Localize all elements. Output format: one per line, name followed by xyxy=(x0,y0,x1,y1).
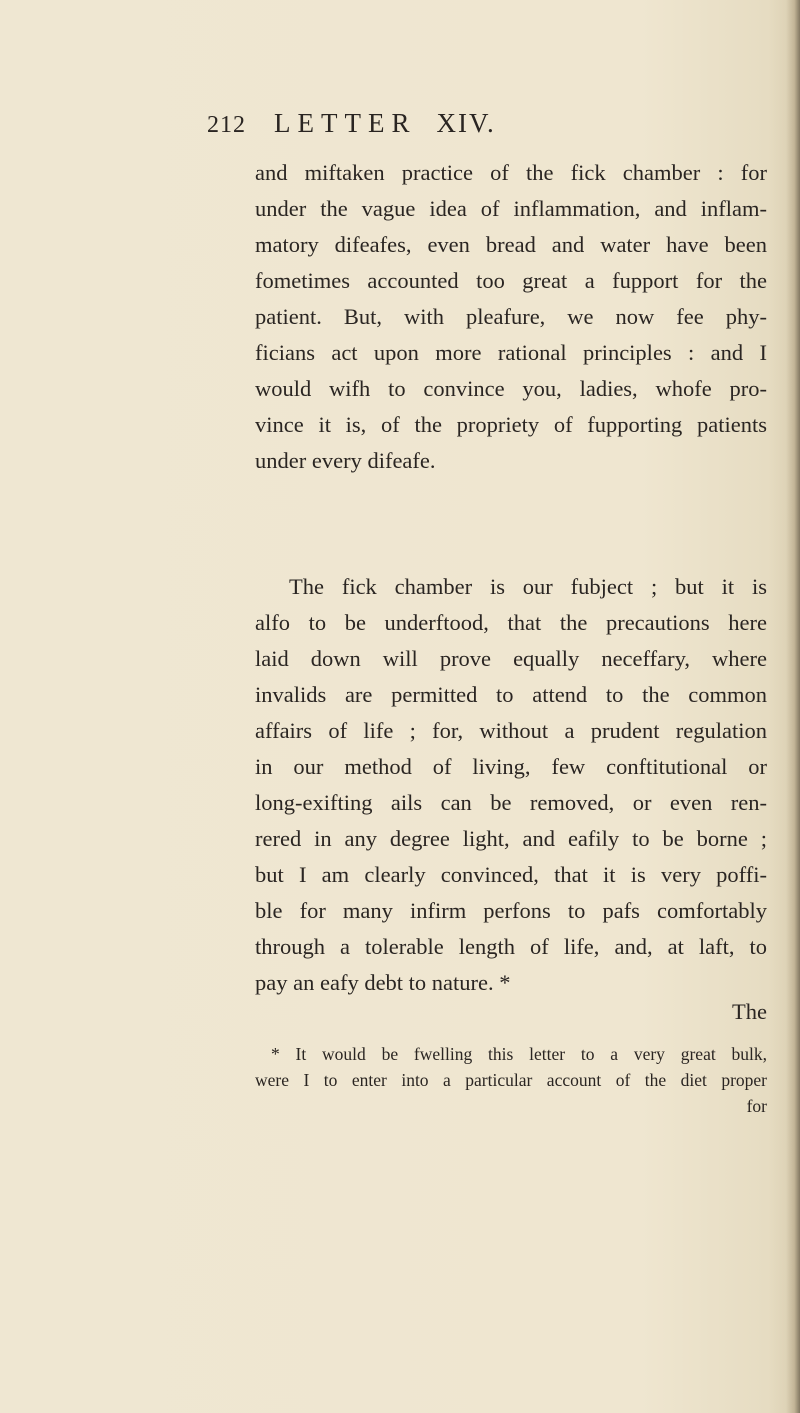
text-line: laid down will prove equally neceffary, where xyxy=(255,646,767,671)
page-number: 212 xyxy=(207,112,246,138)
text-line: matory difeafes, even bread and water have been xyxy=(255,232,767,257)
text-line: rered in any degree light, and eafily to be borne ; xyxy=(255,826,767,851)
text-line: The fick chamber is our fubject ; but it is xyxy=(289,574,767,599)
text-line: under the vague idea of inflammation, and inflam- xyxy=(255,196,767,221)
footnote-line: * It would be fwelling this letter to a very great bulk, xyxy=(271,1044,767,1064)
text-line: would wifh to convince you, ladies, whofe pro- xyxy=(255,376,767,401)
text-line: long-exifting ails can be removed, or even ren- xyxy=(255,790,767,815)
footnote-line: were I to enter into a particular account of the diet proper xyxy=(255,1070,767,1090)
text-line: and miftaken practice of the fick chamber : for xyxy=(255,160,767,185)
text-line: alfo to be underftood, that the precautions here xyxy=(255,610,767,635)
page-edge-shadow xyxy=(786,0,800,1413)
text-line: in our method of living, few conftitutional or xyxy=(255,754,767,779)
letter-number: XIV. xyxy=(436,108,496,138)
text-line: ble for many infirm perfons to pafs comfortably xyxy=(255,898,767,923)
footnote-catchword: for xyxy=(746,1096,767,1116)
text-line: ficians act upon more rational principles : and I xyxy=(255,340,767,365)
running-title-word: LETTER xyxy=(274,108,417,138)
running-title xyxy=(274,108,496,139)
text-line: invalids are permitted to attend to the common xyxy=(255,682,767,707)
text-line: vince it is, of the propriety of fupporting patients xyxy=(255,412,767,437)
text-line: affairs of life ; for, without a prudent regulation xyxy=(255,718,767,743)
text-line: patient. But, with pleafure, we now fee phy- xyxy=(255,304,767,329)
text-line: through a tolerable length of life, and, at laft, to xyxy=(255,934,767,959)
text-line: but I am clearly convinced, that it is very poffi- xyxy=(255,862,767,887)
text-line: under every difeafe. xyxy=(255,448,436,473)
page-header xyxy=(207,108,496,148)
text-line: pay an eafy debt to nature. * xyxy=(255,970,511,995)
text-line: fometimes accounted too great a fupport for the xyxy=(255,268,767,293)
catchword: The xyxy=(732,999,767,1024)
